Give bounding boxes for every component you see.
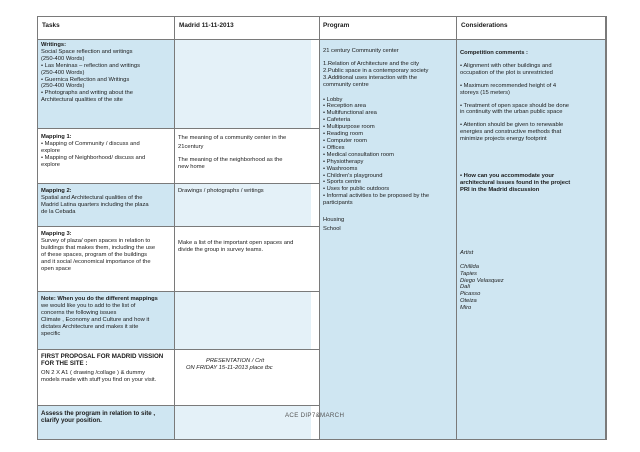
madrid-proposal: PRESENTATION / Crit ON FRIDAY 15-11-2013 place tbc [175,350,311,405]
header-program: Program [319,17,456,40]
header-madrid: Madrid 11-11-2013 [175,17,312,40]
tasks-mapping1: Mapping 1: • Mapping of Community / discuss and explore • Mapping of Neighborhood/ discuss and explore [38,129,174,183]
madrid-mapping3: Make a list of the important open spaces and divide the group in survey teams. [175,227,311,291]
considerations-title: Competition comments : [460,50,528,56]
header-tasks: Tasks [38,17,175,40]
madrid-assess [175,406,311,439]
madrid-mapping2: Drawings / photographs / writings [175,184,311,226]
tasks-assess: Assess the program in relation to site , clarify your position. [38,406,174,439]
tasks-note: Note: When you do the different mappings we would like you to add to the list of concerns the following issues Climate , Economy and Culture and how it dictates Architecture and makes it site specific [38,292,174,349]
madrid-note [175,292,311,349]
tasks-proposal: FIRST PROPOSAL FOR MADRID VISSION FOR THE SITE : ON 2 X A1 ( drawing /collage ) & dummy models made with stuff you find on your visit. [38,350,174,405]
tasks-mapping3: Mapping 3: Survey of plaza/ open spaces in relation to buildings that makes them, including the use of these spaces, program of the buildings and it social /economical importance of the open space [38,227,174,291]
header-considerations: Considerations [457,17,597,40]
program-column: 21 century Community center 1.Relation of Architecture and the city 2.Public space in a contemporary society 3.Additional uses interaction with the community centre • Lobby • Reception area • Multifunctional area • Cafeteria • Multipurpose room • Reading room • Computer room • Offices • Medical consultation room • Physiotherapy • Washrooms • Children's playground • Sports centre • Uses for public outdoors • Informal activities to be proposed by the participants Housing School [320,40,456,439]
program-title: 21 century Community center [323,48,399,54]
watermark: ACE DIP7&MARCH [285,412,345,419]
tasks-mapping2: Mapping 2: Spatial and Architectural qualities of the Madrid Latina quarters including the plaza de la Cebada [38,184,174,226]
schedule-table [37,16,607,440]
madrid-mapping1: The meaning of a community center in the 21century The meaning of the neighborhood as the new home [175,129,311,183]
tasks-writings: Writings: Social Space reflection and writings (250-400 Words) • Las Meninas – reflection and writings (250-400 Words) • Guernica Reflection and Writings (250-400 Words) • Photographs and writing about the Architectural qualities of the site [38,40,174,128]
considerations-column: Competition comments : • Alignment with other buildings and occupation of the plot is unrestricted • Maximum recommended height of 4 storeys (15 meters) • Treatment of open space should be done in continuity with the urban public space • Attention should be given to renewable energies and constructive methods that minimize projects energy footprint • How can you accommodate your architectural issues found in the project PRI in the Madrid discussion Artist Chillida Tapies Diego Velasquez Dali Picasso Oteiza Miro [457,40,605,439]
madrid-writings [175,40,311,128]
